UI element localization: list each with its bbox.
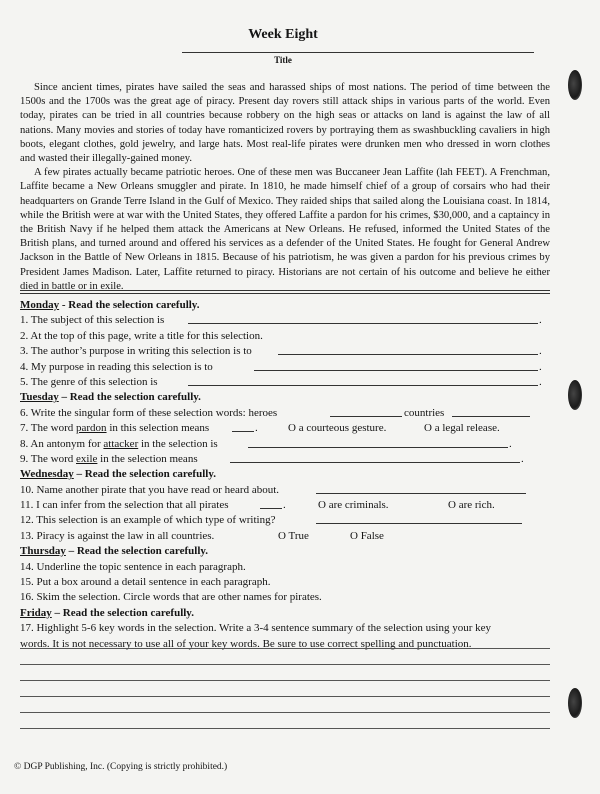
answer-blank-6b[interactable] xyxy=(452,406,530,417)
section-divider-top xyxy=(20,290,550,291)
question-17-line-2: words. It is not necessary to use all of your key words. Be sure to use correct spelling and punctuation. xyxy=(20,637,472,650)
answer-blank-10[interactable] xyxy=(316,483,526,494)
answer-blank-1[interactable] xyxy=(188,313,538,324)
question-8: 8. An antonym for attacker in the selection is . xyxy=(20,437,512,450)
answer-blank-7[interactable] xyxy=(232,421,254,432)
writing-line-6[interactable] xyxy=(20,728,550,729)
answer-blank-3[interactable] xyxy=(278,344,538,355)
option-true[interactable]: O True xyxy=(278,529,309,542)
question-12: 12. This selection is an example of which type of writing? xyxy=(20,513,550,528)
writing-line-3[interactable] xyxy=(20,680,550,681)
wednesday-header xyxy=(20,467,550,482)
question-13: 13. Piracy is against the law in all countries. O True O False xyxy=(20,529,550,544)
section-divider-bottom xyxy=(20,293,550,294)
question-4: 4. My purpose in reading this selection is to . xyxy=(20,360,542,373)
friday-instruction: – Read the selection carefully. xyxy=(51,606,194,619)
answer-blank-11[interactable] xyxy=(260,498,282,509)
answer-blank-4[interactable] xyxy=(254,360,538,371)
monday-header xyxy=(20,298,550,313)
question-15: 15. Put a box around a detail sentence in each paragraph. xyxy=(20,576,271,589)
writing-line-4[interactable] xyxy=(20,696,550,697)
wednesday-instruction: – Read the selection carefully. xyxy=(73,468,216,481)
title-label: Title xyxy=(274,55,292,65)
question-10: 10. Name another pirate that you have read or heard about. xyxy=(20,483,550,498)
option-are-rich[interactable]: O are rich. xyxy=(448,499,495,512)
thursday-instruction: – Read the selection carefully. xyxy=(65,545,209,558)
tuesday-instruction: – Read the selection carefully. xyxy=(58,391,201,404)
writing-line-2[interactable] xyxy=(20,664,550,665)
copyright-footer: © DGP Publishing, Inc. (Copying is strictly prohibited.) xyxy=(14,762,228,772)
tuesday-header xyxy=(20,390,550,405)
question-2: 2. At the top of this page, write a title for this selection. xyxy=(20,329,263,342)
title-blank-line[interactable] xyxy=(182,52,534,53)
question-7: 7. The word pardon in this selection means . O a courteous gesture. O a legal release. xyxy=(20,421,550,436)
passage-paragraph-2: A few pirates actually became patriotic heroes. One of these men was Buccaneer Jean Laffite (lah FEET). A Frenchman, Laffite became a New Orleans smuggler and pirate. In 1810, he made himself chief of a group of corsairs who had their headquarters on Grande Terre Island in the Gulf of Mexico. They raided ships that sailed along the Louisiana coast. In 1814, while the British were at war with the United States, they offered Laffite a pardon for his crimes, $30,000, and a captaincy in the British Navy if he helped them attack the Americans at New Orleans. He refused, informed the United States of the British plans, and turned around and offered his services as a defender of the United States. He fought for General Andrew Jackson in the Battle of New Orleans in 1815. Because of his patriotism, he was given a pardon for his previous crimes by President James Madison. Later, Laffite returned to piracy. Historians are not certain of his outcome and believe he either died in battle or in exile. xyxy=(20,167,550,292)
question-5: 5. The genre of this selection is . xyxy=(20,375,542,388)
option-false[interactable]: O False xyxy=(350,529,384,542)
answer-blank-12[interactable] xyxy=(316,513,522,524)
thursday-header xyxy=(20,544,550,559)
reading-passage xyxy=(20,81,550,294)
vocab-word-pardon: pardon xyxy=(76,422,107,435)
question-9: 9. The word exile in the selection means . xyxy=(20,452,524,465)
writing-line-5[interactable] xyxy=(20,712,550,713)
answer-blank-6a[interactable] xyxy=(330,406,402,417)
option-legal-release[interactable]: O a legal release. xyxy=(424,422,500,435)
wednesday-label: Wednesday xyxy=(20,468,74,481)
monday-label: Monday xyxy=(20,299,60,311)
thursday-label: Thursday xyxy=(20,545,66,558)
friday-label: Friday xyxy=(20,606,52,619)
question-14: 14. Underline the topic sentence in each paragraph. xyxy=(20,560,246,573)
vocab-word-exile: exile xyxy=(76,452,98,465)
question-3: 3. The author’s purpose in writing this selection is to . xyxy=(20,345,542,358)
question-16: 16. Skim the selection. Circle words that are other names for pirates. xyxy=(20,591,322,604)
answer-blank-5[interactable] xyxy=(188,375,538,386)
passage-paragraph-1: Since ancient times, pirates have sailed the seas and harassed ships of most nations. The period of time between the 1500s and the 1700s was the great age of piracy. Present day rovers still attack ships in various parts of the world. Even today, pirates can be tried in all countries because robbery on the high seas or attacks on land is against the law of all nations. Many movies and stories of today have romanticized rovers by portraying them as swashbuckling cavaliers in high boots, elegant clothes, gold jewelry, and large hats. Most real-life pirates were drunken men who dressed in worn clothes and wasted their illegally-gained money. xyxy=(20,82,550,165)
punch-hole-middle xyxy=(568,380,582,410)
vocab-word-attacker: attacker xyxy=(103,437,139,450)
option-courteous-gesture[interactable]: O a courteous gesture. xyxy=(288,422,387,435)
question-17-line-1: 17. Highlight 5-6 key words in the selection. Write a 3-4 sentence summary of the selection using your key xyxy=(20,622,492,635)
question-11: 11. I can infer from the selection that all pirates . O are criminals. O are rich. xyxy=(20,498,550,513)
punch-hole-bottom xyxy=(568,688,582,718)
tuesday-label: Tuesday xyxy=(20,391,59,404)
page-title: Week Eight xyxy=(248,27,318,42)
monday-instruction: - Read the selection carefully. xyxy=(59,299,200,311)
friday-header xyxy=(20,606,550,621)
punch-hole-top xyxy=(568,70,582,100)
questions-section xyxy=(20,298,550,652)
answer-blank-9[interactable] xyxy=(230,452,520,463)
question-1: 1. The subject of this selection is . xyxy=(20,314,542,327)
question-6: 6. Write the singular form of these selection words: heroes countries xyxy=(20,406,550,421)
answer-blank-8[interactable] xyxy=(248,437,508,448)
writing-line-1[interactable] xyxy=(20,648,550,649)
option-are-criminals[interactable]: O are criminals. xyxy=(318,499,389,512)
